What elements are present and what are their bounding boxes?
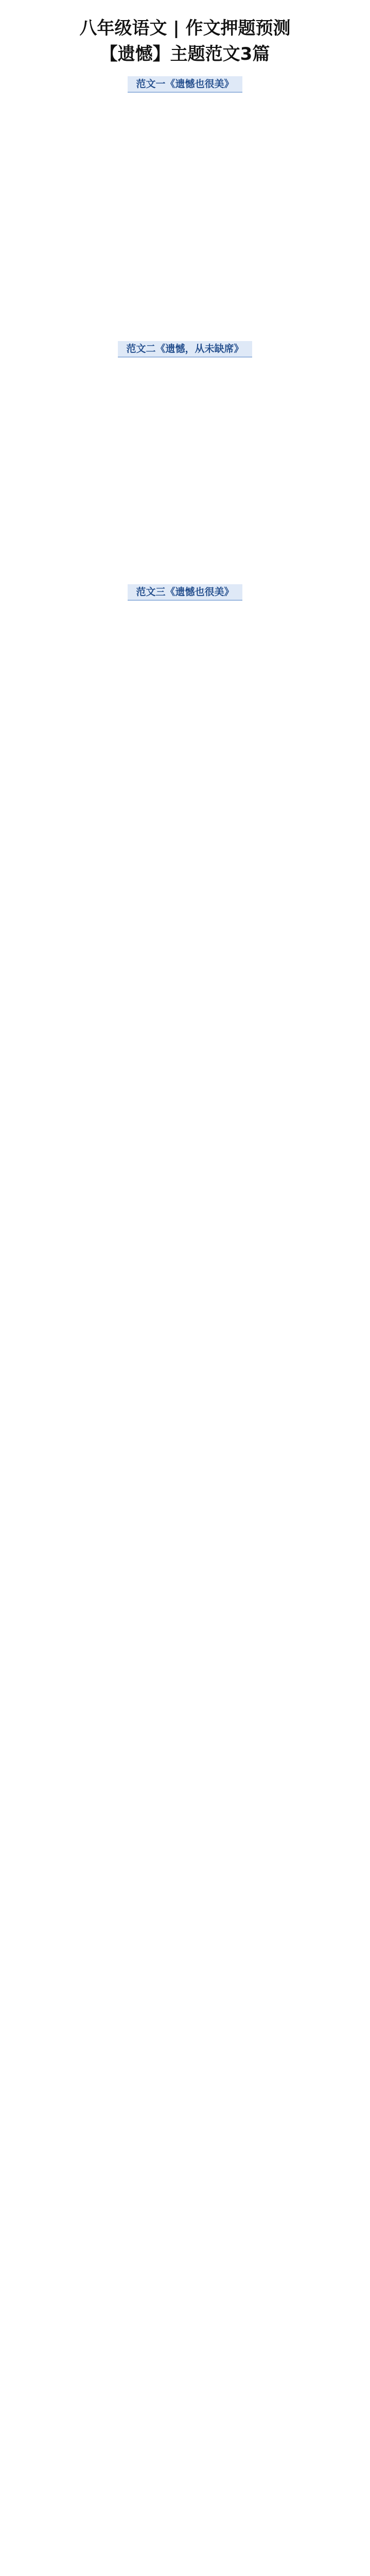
essay-3-paragraph bbox=[22, 823, 348, 840]
essay-2-paragraph bbox=[22, 515, 348, 532]
essay-3-title: 范文三《遗憾也很美》 bbox=[128, 584, 242, 601]
essay-3-paragraph bbox=[22, 715, 348, 732]
essay-1-paragraph bbox=[22, 99, 348, 115]
essay-2-paragraph bbox=[22, 558, 348, 575]
essay-1-paragraph bbox=[22, 294, 348, 310]
essay-1-title: 范文一《遗憾也很美》 bbox=[128, 76, 242, 93]
essay-1-paragraph bbox=[22, 272, 348, 289]
essay-1-paragraph bbox=[22, 164, 348, 180]
essay-3-paragraph bbox=[22, 693, 348, 710]
document-title bbox=[22, 15, 348, 67]
essay-1-paragraph bbox=[22, 229, 348, 245]
essay-1-paragraph bbox=[22, 207, 348, 224]
essay-1-paragraph bbox=[22, 185, 348, 202]
essay-3-paragraph bbox=[22, 780, 348, 796]
essay-3-paragraph bbox=[22, 650, 348, 667]
essay-1-paragraph bbox=[22, 121, 348, 137]
essay-3-paragraph bbox=[22, 672, 348, 688]
essay-2-paragraph bbox=[22, 385, 348, 402]
essay-3-paragraph bbox=[22, 758, 348, 775]
essay-2-paragraph bbox=[22, 364, 348, 380]
essay-3-paragraph bbox=[22, 629, 348, 645]
essay-1 bbox=[22, 76, 348, 332]
essay-3-paragraph bbox=[22, 802, 348, 818]
title-line-2: 【遗憾】主题范文3篇 bbox=[100, 44, 270, 64]
essay-2 bbox=[22, 341, 348, 575]
essay-2-paragraph bbox=[22, 494, 348, 510]
essay-2-paragraph bbox=[22, 450, 348, 467]
essay-2-paragraph bbox=[22, 429, 348, 445]
essay-1-paragraph bbox=[22, 250, 348, 267]
essay-1-paragraph bbox=[22, 142, 348, 159]
title-line-1: 八年级语文 | 作文押题预测 bbox=[79, 18, 291, 39]
essay-3-paragraph bbox=[22, 737, 348, 753]
essay-2-title: 范文二《遗憾，从未缺席》 bbox=[118, 341, 252, 358]
essay-3-paragraph bbox=[22, 607, 348, 623]
essay-2-paragraph bbox=[22, 407, 348, 423]
essay-2-paragraph bbox=[22, 472, 348, 488]
essay-1-paragraph bbox=[22, 315, 348, 332]
essay-3 bbox=[22, 584, 348, 840]
essay-2-paragraph bbox=[22, 537, 348, 553]
